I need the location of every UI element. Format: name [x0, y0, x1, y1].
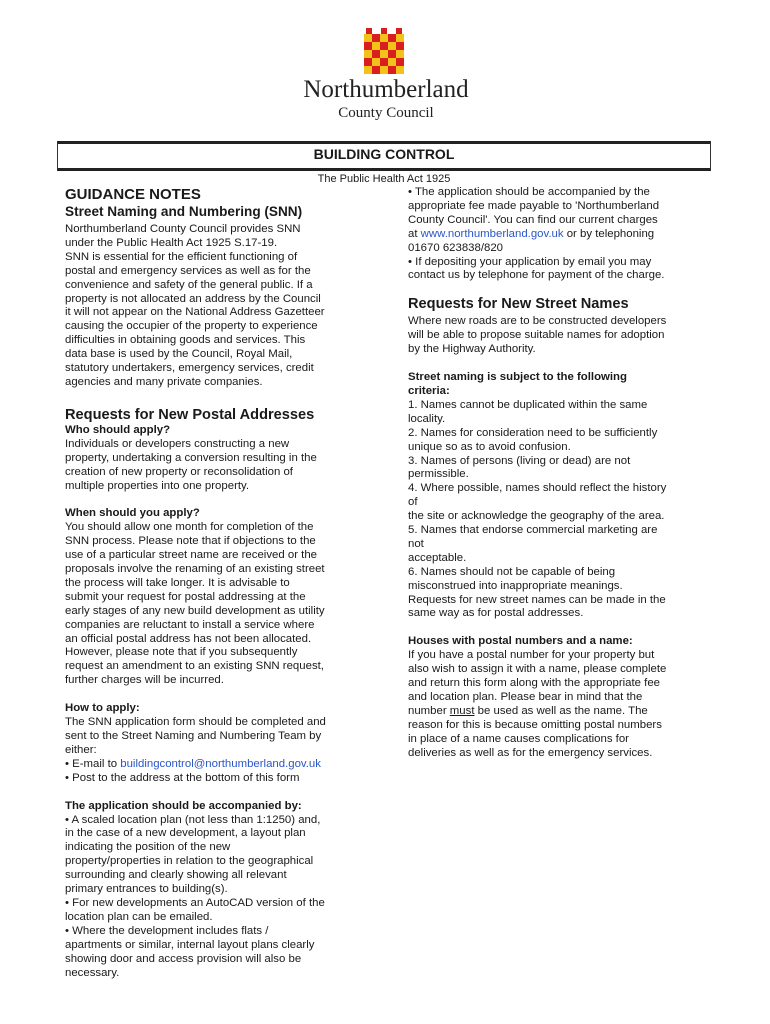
text-line: 6. Names should not be capable of being — [408, 565, 616, 578]
org-name: Northumberland — [303, 76, 469, 103]
text-line: • If depositing your application by email you may — [408, 255, 652, 268]
text-line: and location plan. Please bear in mind that the — [408, 691, 643, 703]
page-title: BUILDING CONTROL — [313, 146, 455, 162]
email-prefix: • E-mail to — [65, 757, 121, 770]
text-line: use of a particular street name are received or the — [65, 549, 317, 562]
text-line: 2. Names for consideration need to be sufficiently — [408, 426, 658, 439]
text-line: indicating the position of the new — [65, 841, 231, 854]
text-line: You should allow one month for completion of the — [65, 521, 314, 534]
postal-heading: Requests for New Postal Addresses — [65, 406, 315, 423]
text-line: If you have a postal number for your property but — [408, 649, 655, 662]
text-line: • For new developments an AutoCAD version of the — [65, 896, 325, 909]
text-line: of — [408, 496, 418, 509]
right-column — [408, 186, 708, 761]
text-line: showing door and access provision will also be — [65, 952, 302, 965]
text-line: same way as for postal addresses. — [408, 607, 584, 620]
text-line: the site or acknowledge the geography of the area. — [408, 510, 665, 523]
page-subtitle: The Public Health Act 1925 — [317, 173, 451, 185]
text-line: property, undertaking a conversion resulting in the — [65, 451, 317, 464]
guidance-heading: GUIDANCE NOTES — [65, 186, 201, 203]
post-line: • Post to the address at the bottom of this form — [65, 771, 300, 784]
text-line: necessary. — [65, 966, 120, 979]
text-line: either: — [65, 743, 97, 756]
text-line: misconstrued into inappropriate meanings. — [408, 579, 623, 592]
text-line: reason for this is because omitting postal numbers — [408, 718, 662, 731]
text-line: under the Public Health Act 1925 S.17-19. — [65, 236, 278, 249]
text-line: • The application should be accompanied by the — [408, 186, 650, 198]
fee-link-line — [408, 228, 708, 242]
text-line: primary entrances to building(s). — [65, 883, 228, 896]
text-line: by the Highway Authority. — [408, 343, 536, 356]
who-heading: Who should apply? — [65, 423, 171, 436]
text-line: sent to the Street Naming and Numbering Team by — [65, 730, 322, 742]
intro-text — [65, 223, 370, 390]
must-line — [408, 705, 708, 719]
text-line: contact us by telephone for payment of the charge. — [408, 269, 665, 282]
text-line: permissible. — [408, 468, 469, 481]
text-line: The SNN application form should be completed and — [65, 716, 326, 729]
must-suffix: be used as well as the name. The — [474, 704, 648, 717]
text-line: Northumberland County Council provides SNN — [65, 223, 301, 235]
text-line: acceptable. — [408, 551, 467, 564]
street-names-heading: Requests for New Street Names — [408, 296, 629, 313]
left-column — [65, 186, 370, 980]
text-line: not — [408, 537, 424, 550]
text-line: County Council'. You can find our current charges — [408, 213, 658, 226]
text-line: proposals involve the renaming of an existing street — [65, 563, 325, 576]
fee-at: at — [408, 227, 421, 240]
text-line: convenience and safety of the general public. If a — [65, 278, 313, 291]
text-line: further charges will be incurred. — [65, 674, 224, 687]
text-line: Where new roads are to be constructed developers — [408, 315, 667, 328]
fee-phone: 01670 623838/820 — [408, 241, 504, 254]
text-line: multiple properties into one property. — [65, 479, 250, 492]
text-line: appropriate fee made payable to 'Northumberland — [408, 199, 660, 212]
text-line: in place of a name causes complications for — [408, 732, 629, 745]
fee-after-link: or by telephoning — [563, 227, 655, 240]
text-line: creation of new property or reconsolidation of — [65, 465, 293, 478]
criteria-heading-cont: criteria: — [408, 384, 450, 397]
text-line: property is not allocated an address by the Council — [65, 292, 321, 305]
text-line: unique so as to avoid confusion. — [408, 440, 571, 453]
text-line: request an amendment to an existing SNN request, — [65, 660, 324, 673]
text-line: SNN process. Please note that if objections to the — [65, 535, 316, 548]
houses-heading: Houses with postal numbers and a name: — [408, 635, 633, 648]
snn-heading: Street Naming and Numbering (SNN) — [65, 204, 303, 219]
text-line: will be able to propose suitable names for adoption — [408, 329, 665, 342]
text-line: surrounding and clearly showing all relevant — [65, 869, 287, 882]
text-line: an official postal address has not been allocated. — [65, 632, 312, 645]
text-line: Requests for new street names can be made in the — [408, 593, 666, 606]
text-line: agencies and many private companies. — [65, 375, 263, 388]
email-line — [65, 758, 370, 772]
text-line: early stages of any new build development as utility — [65, 604, 325, 617]
text-line: SNN is essential for the efficient functioning of — [65, 250, 298, 263]
text-line: it will not appear on the National Address Gazetteer — [65, 306, 325, 319]
text-line: • A scaled location plan (not less than 1:1250) and, — [65, 813, 321, 826]
must-emphasis: must — [449, 704, 475, 717]
text-line: causing the occupier of the property to experience — [65, 320, 318, 333]
text-line: difficulties in obtaining goods and services. This — [65, 334, 306, 347]
text-line: also wish to assign it with a name, please complete — [408, 663, 667, 676]
text-line: 1. Names cannot be duplicated within the same — [408, 398, 648, 411]
text-line: Individuals or developers constructing a new — [65, 437, 290, 450]
text-line: data base is used by the Council, Royal Mail, — [65, 348, 293, 361]
text-line: in the case of a new development, a layout plan — [65, 827, 306, 840]
text-line: However, please note that if you subsequently — [65, 646, 298, 659]
must-prefix: number — [408, 704, 450, 717]
text-line: deliveries as well as for the emergency services. — [408, 746, 653, 759]
org-subtitle: County Council — [338, 105, 434, 121]
text-line: property/properties in relation to the geographical — [65, 855, 314, 868]
council-logo — [292, 28, 492, 121]
text-line: locality. — [408, 412, 446, 425]
text-line: and return this form along with the appropriate fee — [408, 677, 661, 690]
text-line: postal and emergency services as well as for the — [65, 264, 311, 277]
text-line: 3. Names of persons (living or dead) are not — [408, 454, 631, 467]
text-line: companies are reluctant to install a service where — [65, 618, 315, 631]
crest-icon — [362, 28, 406, 76]
text-line: • Where the development includes flats / — [65, 924, 269, 937]
text-line: submit your request for postal addressing at the — [65, 590, 306, 603]
title-box — [57, 141, 711, 171]
criteria-heading: Street naming is subject to the following — [408, 371, 627, 384]
text-line: the process will take longer. It is advisable to — [65, 576, 290, 589]
text-line: location plan can be emailed. — [65, 910, 213, 923]
when-heading: When should you apply? — [65, 507, 200, 520]
accompanied-heading: The application should be accompanied by: — [65, 799, 302, 812]
text-line: 5. Names that endorse commercial marketing are — [408, 524, 658, 537]
text-line: statutory undertakers, emergency services, credit — [65, 362, 314, 375]
how-heading: How to apply: — [65, 702, 140, 715]
email-link[interactable]: buildingcontrol@northumberland.gov.uk — [120, 757, 321, 770]
website-link[interactable]: www.northumberland.gov.uk — [420, 227, 564, 240]
text-line: apartments or similar, internal layout plans clearly — [65, 938, 315, 951]
text-line: 4. Where possible, names should reflect the history — [408, 482, 667, 495]
